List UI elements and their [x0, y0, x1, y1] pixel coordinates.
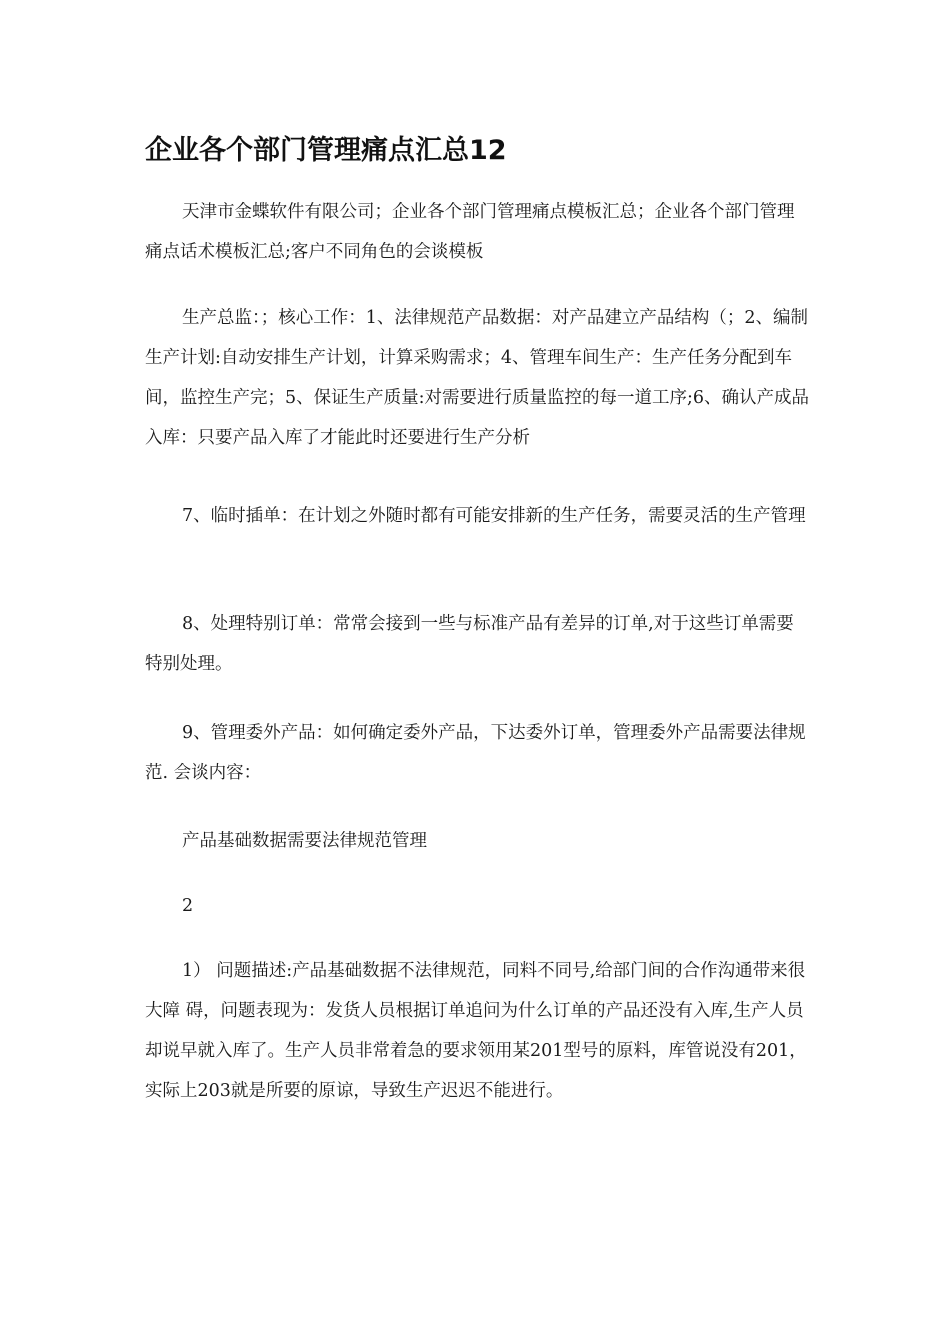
- paragraph-production-director: 生产总监：；核心工作：1、法律规范产品数据：对产品建立产品结构（；2、编制生产计划:自动安排生产计划，计算采购需求；4、管理车间生产：生产任务分配到车间，监控生产完；5、保证生产质量:对需要进行质量监控的每一道工序;6、确认产成品入库：只要产品入库了才能此时还要进行生产分析: [145, 308, 810, 448]
- paragraph-special-orders: 8、处理特别订单：常常会接到一些与标准产品有差异的订单,对于这些订单需要特别处理。: [145, 614, 794, 674]
- paragraph-company-intro: 天津市金蝶软件有限公司；企业各个部门管理痛点模板汇总；企业各个部门管理痛点话术模板汇总;客户不同角色的会谈模板: [145, 202, 795, 262]
- paragraph-problem-description: 1） 问题描述:产品基础数据不法律规范，同料不同号,给部门间的合作沟通带来很大障 碍，问题表现为：发货人员根据订单追问为什么订单的产品还没有入库,生产人员却说早就入库了。生产人员非常着急的要求领用某201型号的原料，库管说没有201，实际上203就是所要的原谅，导致生产迟迟不能进行。: [145, 961, 807, 1101]
- paragraph-number: 2: [182, 896, 194, 916]
- paragraph-outsourced-products: 9、管理委外产品：如何确定委外产品，下达委外订单，管理委外产品需要法律规范. 会谈内容：: [145, 723, 806, 783]
- paragraph-basic-data-heading: 产品基础数据需要法律规范管理: [182, 831, 427, 851]
- paragraph-urgent-orders: 7、临时插单：在计划之外随时都有可能安排新的生产任务，需要灵活的生产管理: [182, 506, 806, 526]
- document-title: 企业各个部门管理痛点汇总12: [145, 135, 507, 166]
